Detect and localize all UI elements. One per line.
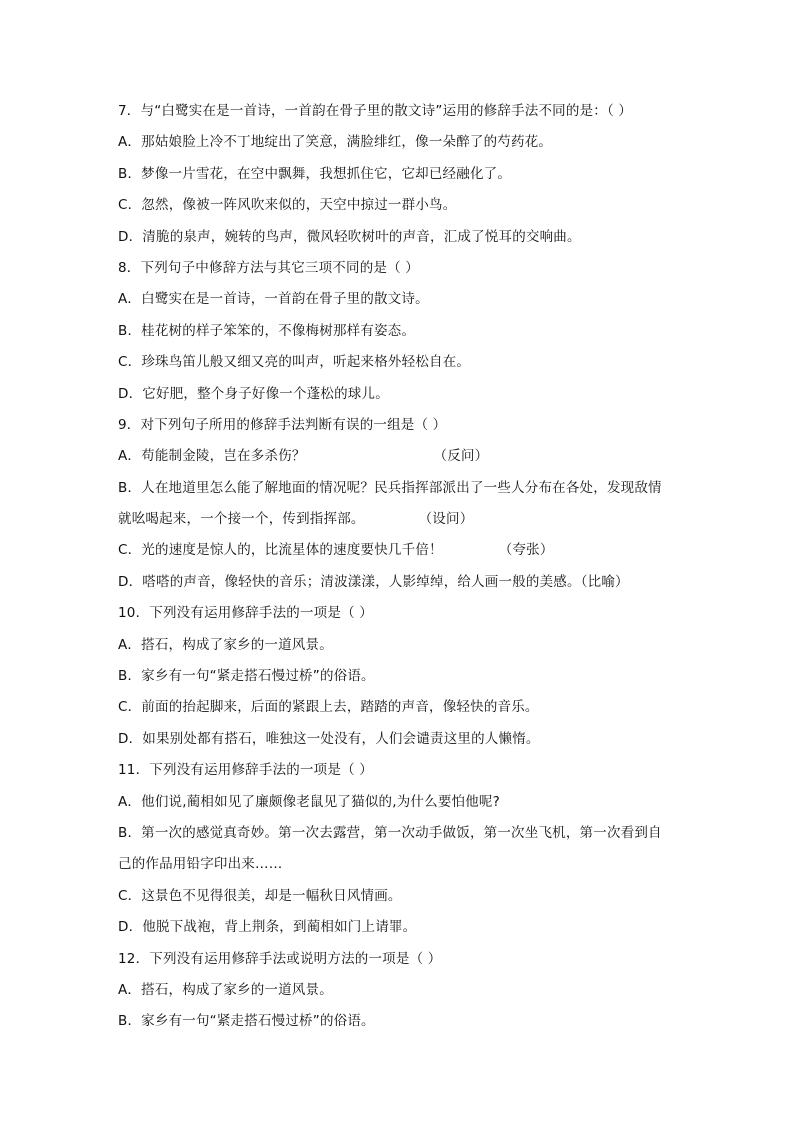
question-10-option-c: C．前面的抬起脚来，后面的紧跟上去，踏踏的声音，像轻快的音乐。	[118, 699, 539, 716]
rhetoric-tag: （设问）	[418, 511, 474, 528]
question-11-option-b: B．第一次的感觉真奇妙。第一次去露营，第一次动手做饭，第一次坐飞机，第一次看到自	[118, 824, 662, 841]
rhetoric-tag: （夸张）	[498, 542, 554, 559]
rhetoric-tag: （反问）	[433, 448, 489, 465]
question-12-option-a: A．搭石，构成了家乡的一道风景。	[118, 981, 333, 998]
question-12-option-b: B．家乡有一句“紧走搭石慢过桥”的俗语。	[118, 1013, 375, 1030]
option-text: C．光的速度是惊人的，比流星体的速度要快几千倍！	[118, 542, 443, 559]
option-text: 就吆喝起来，一个接一个，传到指挥部。	[118, 511, 365, 528]
question-8-option-b: B．桂花树的样子笨笨的，不像梅树那样有姿态。	[118, 322, 416, 339]
question-8-option-a: A．白鹭实在是一首诗，一首韵在骨子里的散文诗。	[118, 291, 429, 308]
question-8-stem: 8．下列句子中修辞方法与其它三项不同的是（ ）	[118, 259, 419, 276]
question-9-option-a	[118, 441, 734, 472]
question-7-option-b: B．梦像一片雪花，在空中飘舞，我想抓住它，它却已经融化了。	[118, 165, 512, 182]
question-7-option-d: D．清脆的泉声，婉转的鸟声，微风轻吹树叶的声音，汇成了悦耳的交响曲。	[118, 228, 581, 245]
question-10-stem: 10．下列没有运用修辞手法的一项是（ ）	[118, 605, 373, 622]
question-8-option-d: D．它好肥，整个身子好像一个蓬松的球儿。	[118, 385, 389, 402]
question-10-option-a: A．搭石，构成了家乡的一道风景。	[118, 636, 333, 653]
question-11-option-c: C．这景色不见得很美，却是一幅秋日风情画。	[118, 887, 402, 904]
question-9-option-b	[118, 473, 734, 504]
question-11-option-b-cont: 己的作品用铅字印出来……	[118, 856, 283, 873]
question-9-option-d	[118, 567, 734, 598]
question-10-option-d: D．如果别处都有搭石，唯独这一处没有，人们会谴责这里的人懒惰。	[118, 730, 540, 747]
question-9-stem: 9．对下列句子所用的修辞手法判断有误的一组是（ ）	[118, 416, 447, 433]
option-text: D．嗒嗒的声音，像轻快的音乐；清波漾漾，人影绰绰，给人画一般的美感。（比喻）	[118, 573, 629, 590]
option-text: A．苟能制金陵，岂在多杀伤？	[118, 448, 306, 465]
question-9-option-c	[118, 535, 734, 566]
question-8-option-c: C．珍珠鸟笛儿般又细又亮的叫声，听起来格外轻松自在。	[118, 354, 471, 371]
question-7-option-c: C．忽然，像被一阵风吹来似的，天空中掠过一群小鸟。	[118, 197, 457, 214]
question-7-option-a: A．那姑娘脸上冷不丁地绽出了笑意，满脸绯红，像一朵醉了的芍药花。	[118, 134, 553, 151]
question-9-option-b-cont	[118, 504, 734, 535]
question-7-stem: 7．与“白鹭实在是一首诗，一首韵在骨子里的散文诗”运用的修辞手法不同的是：（ ）	[118, 103, 633, 119]
question-11-option-d: D．他脱下战袍，背上荆条，到蔺相如门上请罪。	[118, 919, 417, 936]
question-11-option-a: A．他们说,蔺相如见了廉颇像老鼠见了猫似的,为什么要怕他呢?	[118, 793, 500, 810]
question-10-option-b: B．家乡有一句“紧走搭石慢过桥”的俗语。	[118, 668, 375, 685]
question-11-stem: 11．下列没有运用修辞手法的一项是（ ）	[118, 762, 373, 779]
question-12-stem: 12．下列没有运用修辞手法或说明方法的一项是（ ）	[118, 950, 442, 967]
option-text: B．人在地道里怎么能了解地面的情况呢？民兵指挥部派出了一些人分布在各处，发现敌情	[118, 479, 662, 496]
